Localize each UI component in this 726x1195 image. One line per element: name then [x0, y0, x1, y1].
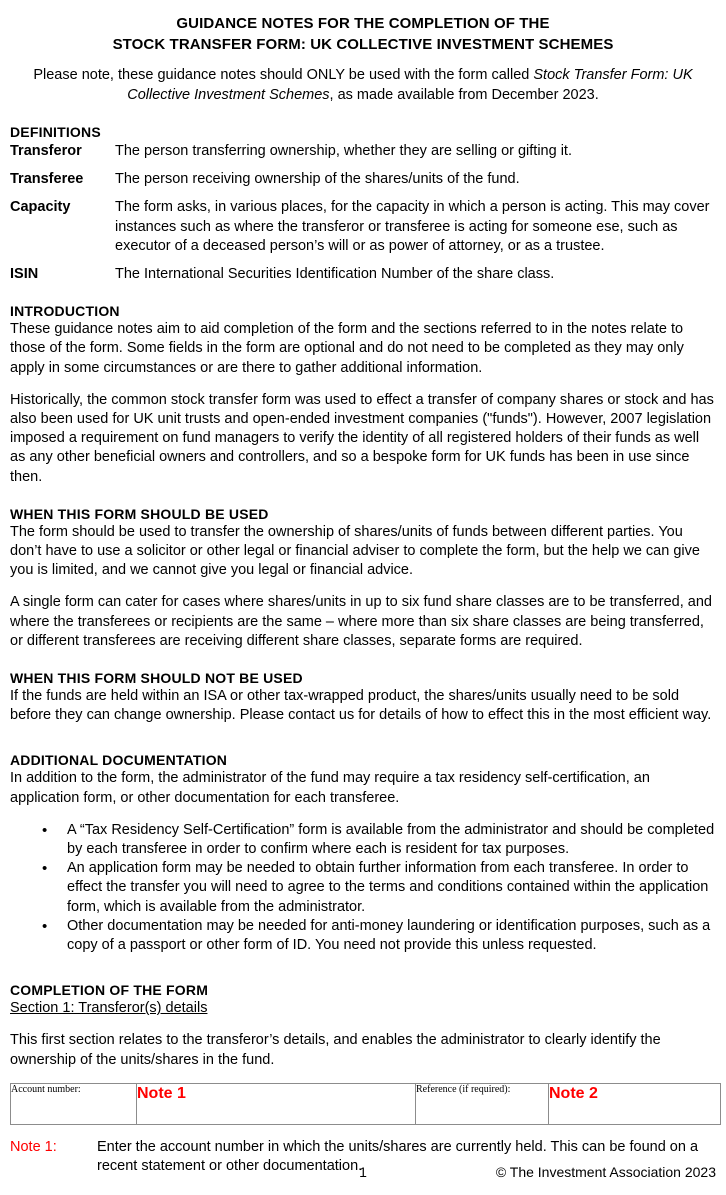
- account-number-label-cell: [11, 1083, 137, 1124]
- definition-description: The person transferring ownership, whether they are selling or gifting it.: [115, 143, 572, 159]
- table-row: [11, 1083, 721, 1124]
- reference-value-cell[interactable]: [549, 1083, 721, 1124]
- list-item: [10, 821, 716, 859]
- additional-documentation-paragraph-1: In addition to the form, the administrator of the fund may require a tax residency self-certification, an application form, or other documentation for each transferee.: [10, 770, 650, 806]
- list-item-text: An application form may be needed to obtain further information from each transferee. In order to effect the transfer you will need to agree to the terms and conditions contained within the application form, which is available from the administrator.: [67, 860, 709, 915]
- when-used-heading: WHEN THIS FORM SHOULD BE USED: [10, 505, 269, 522]
- list-item: [10, 859, 716, 917]
- definition-row: [10, 265, 716, 284]
- definition-row: [10, 142, 716, 161]
- definition-term: ISIN: [10, 266, 39, 283]
- definition-description: The form asks, in various places, for the capacity in which a person is acting. This may cover instances such as where the transferor or transferee is acting for someone ese, such as executor of a deceased person’s will or as power of attorney, or as a trustee.: [115, 199, 710, 254]
- definition-term: Transferor: [10, 143, 82, 159]
- bullet-icon: •: [42, 821, 48, 839]
- when-not-used-heading: WHEN THIS FORM SHOULD NOT BE USED: [10, 670, 303, 687]
- account-number-note-marker: Note 1: [137, 1084, 186, 1102]
- when-used-paragraph-2: A single form can cater for cases where shares/units in up to six fund share classes are to be transferred, and where the transferees or recipients are the same – where more than six share classes are being transferred, or different transferees are receiving different share classes, separate forms are required.: [10, 594, 712, 649]
- intro-note-prefix: Please note, these guidance notes should ONLY be used with the form called: [33, 67, 534, 83]
- introduction-heading: INTRODUCTION: [10, 303, 120, 320]
- bullet-icon: •: [42, 860, 48, 878]
- introduction-paragraph-1: These guidance notes aim to aid completion of the form and the sections referred to in the notes relate to those of the form. Some fields in the form are optional and do not need to be completed as they may only apply in some circumstances or are there to gather additional information.: [10, 321, 684, 376]
- when-not-used-paragraph-1: If the funds are held within an ISA or other tax-wrapped product, the shares/units usually need to be sold before they can change ownership. Please contact us for details of how to effect this in the most efficient way.: [10, 688, 712, 724]
- completion-subheading: Section 1: Transferor(s) details: [10, 1000, 208, 1017]
- definitions-list: [10, 142, 716, 284]
- completion-heading: COMPLETION OF THE FORM: [10, 982, 209, 999]
- transferor-details-table: [10, 1083, 721, 1125]
- document-title: [10, 13, 716, 55]
- reference-label-cell: [416, 1083, 549, 1124]
- completion-paragraph-1: This first section relates to the transferor’s details, and enables the administrator to clearly identify the ownership of the units/shares in the fund.: [10, 1032, 661, 1068]
- definition-row: [10, 170, 716, 189]
- reference-note-marker: Note 2: [549, 1084, 598, 1102]
- note-1-text: Enter the account number in which the units/shares are currently held. This can be found on a recent statement or other documentation.: [97, 1138, 699, 1174]
- definitions-heading: DEFINITIONS: [10, 124, 101, 140]
- additional-documentation-heading: ADDITIONAL DOCUMENTATION: [10, 752, 228, 769]
- account-number-label: Account number:: [11, 1083, 81, 1095]
- definition-term: Transferee: [10, 171, 84, 188]
- page-number: 1: [359, 1164, 367, 1180]
- copyright-notice: © The Investment Association 2023: [495, 1164, 716, 1180]
- document-content: [10, 0, 716, 1176]
- list-item-text: A “Tax Residency Self-Certification” form is available from the administrator and should be completed by each transferee in order to confirm where each is resident for tax purposes.: [67, 821, 715, 858]
- definition-description: The person receiving ownership of the shares/units of the fund.: [115, 171, 520, 188]
- document-title-line-2: STOCK TRANSFER FORM: UK COLLECTIVE INVESTMENT SCHEMES: [112, 36, 614, 53]
- document-title-line-1: GUIDANCE NOTES FOR THE COMPLETION OF THE: [176, 15, 550, 32]
- intro-note-form-name: Stock Transfer Form: UK Collective Investment Schemes: [127, 67, 693, 103]
- additional-documentation-bullets: [10, 821, 716, 955]
- list-item: [10, 917, 716, 955]
- definition-row: [10, 198, 716, 256]
- list-item-text: Other documentation may be needed for anti-money laundering or identification purposes, such as a copy of a passport or other form of ID. You need not provide this unless requested.: [67, 917, 711, 954]
- definition-description: The International Securities Identification Number of the share class.: [115, 266, 555, 283]
- account-number-value-cell[interactable]: [137, 1083, 416, 1124]
- definition-term: Capacity: [10, 199, 71, 216]
- when-used-paragraph-1: The form should be used to transfer the ownership of shares/units of funds between different parties. You don’t have to use a solicitor or other legal or financial adviser to complete the form, but the help we can give you is limited, and we cannot give you legal or financial advice.: [10, 523, 700, 579]
- bullet-icon: •: [42, 917, 48, 935]
- introduction-paragraph-2: Historically, the common stock transfer form was used to effect a transfer of company shares or stock and has also been used for UK unit trusts and open-ended investment companies ("funds"). However, 2007 legislation imposed a requirement on fund managers to verify the identity of all registered holders of their funds as well as any other beneficial owners and controllers, and so a bespoke form for UK funds has been in use since then.: [10, 391, 714, 485]
- note-1-label: Note 1:: [10, 1138, 57, 1155]
- page-footer: [10, 1163, 716, 1183]
- document-intro-note: [10, 66, 716, 105]
- reference-label: Reference (if required):: [416, 1083, 511, 1095]
- intro-note-suffix: , as made available from December 2023.: [329, 86, 599, 103]
